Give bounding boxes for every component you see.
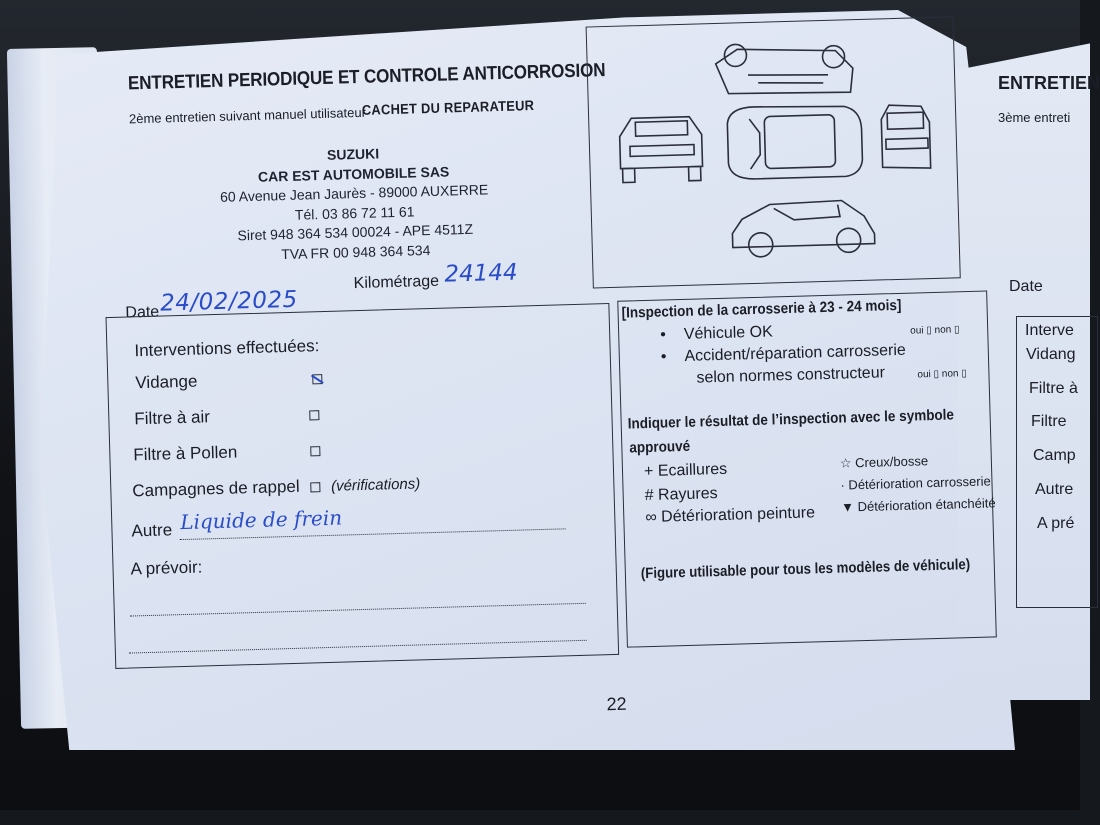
stamp-siret: Siret 948 364 534 00024 - APE 4511Z — [237, 220, 474, 244]
vidange-checkbox[interactable] — [312, 374, 322, 384]
next-row-5: Autre — [1035, 481, 1074, 498]
accident-label-line2: selon normes constructeur — [696, 364, 886, 387]
stamp-company: CAR EST AUTOMOBILE SAS — [257, 162, 450, 185]
autre-label: Autre — [131, 520, 173, 541]
stamp-tel: Tél. 03 86 72 11 61 — [294, 202, 415, 223]
accident-label: Accident/réparation carrosserie — [684, 341, 907, 365]
filtre-air-checkbox[interactable] — [310, 410, 320, 420]
figure-note: (Figure utilisable pour tous les modèles de véhicule) — [640, 556, 971, 583]
km-handwritten: 24144 — [444, 259, 518, 288]
car-side-view — [732, 200, 875, 258]
page-title: ENTRETIEN PERIODIQUE ET CONTROLE ANTICORROSION — [127, 60, 606, 95]
verifications-label: (vérifications) — [330, 475, 421, 495]
next-row-2: Filtre à — [1029, 380, 1078, 397]
legend-deterioration-peinture: ∞ Détérioration peinture — [645, 504, 816, 527]
a-prevoir-label: A prévoir: — [130, 557, 203, 579]
campagnes-checkbox[interactable] — [310, 482, 320, 492]
approuve-text: approuvé — [629, 437, 691, 457]
legend-creux-bosse: ☆ Creux/bosse — [839, 453, 929, 471]
car-diagram — [586, 16, 961, 288]
next-page-title: ENTRETIEN — [998, 73, 1100, 93]
page-subtitle: 2ème entretien suivant manuel utilisateur — [128, 104, 367, 127]
inspection-item-ok: • Véhicule OK — [659, 323, 773, 344]
oui-non-2[interactable]: oui ▯ non ▯ — [917, 368, 967, 381]
oui-non-1[interactable]: oui ▯ non ▯ — [910, 324, 960, 337]
legend-deterioration-etancheite: ▼ Détérioration étanchéité — [840, 495, 996, 515]
vidange-label: Vidange — [135, 371, 198, 393]
legend-deterioration-carrosserie: · Détérioration carrosserie — [840, 473, 991, 493]
next-page-subtitle: 3ème entreti — [998, 110, 1071, 125]
date-handwritten: 24/02/2025 — [159, 286, 299, 317]
dealer-stamp — [213, 141, 496, 266]
next-row-0: Interve — [1025, 322, 1074, 339]
stamp-brand: SUZUKI — [326, 145, 380, 163]
filtre-pollen-label: Filtre à Pollen — [133, 442, 238, 465]
filtre-air-label: Filtre à air — [134, 407, 211, 429]
next-row-4: Camp — [1033, 447, 1076, 464]
date-label: Date — [125, 303, 160, 322]
autre-handwritten: Liquide de frein — [179, 505, 343, 535]
indicate-text: Indiquer le résultat de l’inspection avec le symbole — [627, 406, 955, 433]
car-rear-view — [881, 104, 931, 169]
next-row-3: Filtre — [1031, 413, 1067, 430]
km-label: Kilométrage — [353, 272, 440, 293]
car-plan-view — [727, 104, 863, 180]
page-number: 22 — [606, 693, 627, 715]
next-row-1: Vidang — [1026, 346, 1076, 363]
next-page-date-label: Date — [1009, 278, 1043, 295]
car-top-view-inverted — [715, 41, 853, 96]
inspection-item-accident: • Accident/réparation carrosserie — [660, 341, 907, 366]
interventions-heading: Interventions effectuées: — [134, 336, 320, 361]
stamp-address: 60 Avenue Jean Jaurès - 89000 AUXERRE — [219, 181, 489, 205]
car-outline-icon — [587, 17, 960, 287]
stamp-tva: TVA FR 00 948 364 534 — [280, 241, 431, 262]
campagnes-label: Campagnes de rappel — [132, 476, 300, 501]
cachet-label: CACHET DU REPARATEUR — [361, 97, 535, 118]
legend-rayures: # Rayures — [644, 485, 718, 505]
inspection-title: [Inspection de la carrosserie à 23 - 24 mois] — [621, 296, 902, 322]
car-front-view — [619, 116, 703, 182]
next-row-6: A pré — [1037, 515, 1075, 532]
filtre-pollen-checkbox[interactable] — [310, 446, 320, 456]
legend-ecaillures: + Ecaillures — [643, 460, 728, 481]
vehicule-ok-label: Véhicule OK — [683, 323, 773, 343]
